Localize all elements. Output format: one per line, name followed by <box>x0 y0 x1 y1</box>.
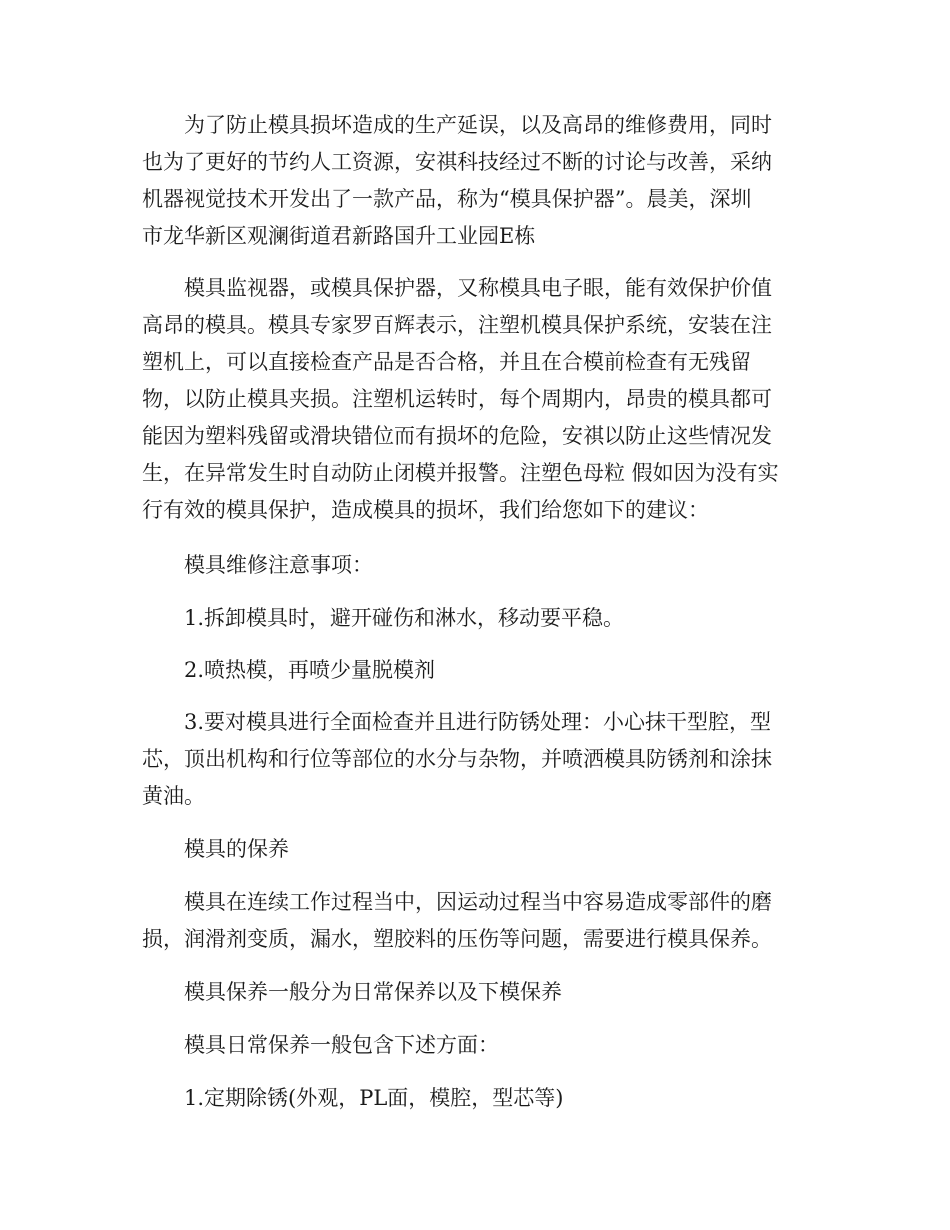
text-line: 模具监视器，或模具保护器，又称模具电子眼，能有效保护价值 <box>142 276 772 300</box>
text-line: 生，在异常发生时自动防止闭模并报警。注塑色母粒 假如因为没有实 <box>142 461 779 485</box>
text-line: 物，以防止模具夹损。注塑机运转时，每个周期内，昂贵的模具都可 <box>142 387 772 411</box>
text-line: 模具在连续工作过程当中，因运动过程当中容易造成零部件的磨 <box>142 890 772 914</box>
text-line: 也为了更好的节约人工资源，安祺科技经过不断的讨论与改善，采纳 <box>142 150 772 174</box>
text-line: 模具保养一般分为日常保养以及下模保养 <box>142 980 562 1004</box>
text-line: 1.拆卸模具时，避开碰伤和淋水，移动要平稳。 <box>142 606 625 630</box>
text-line: 行有效的模具保护，造成模具的损坏，我们给您如下的建议： <box>142 498 709 522</box>
text-line: 市龙华新区观澜街道君新路国升工业园E栋 <box>142 224 536 248</box>
text-line: 1.定期除锈(外观，PL面，模腔，型芯等) <box>142 1086 564 1110</box>
text-line: 黄油。 <box>142 784 205 808</box>
text-line: 高昂的模具。模具专家罗百辉表示，注塑机模具保护系统，安装在注 <box>142 313 772 337</box>
text-line: 2.喷热模，再喷少量脱模剂 <box>142 658 436 682</box>
text-line: 为了防止模具损坏造成的生产延误，以及高昂的维修费用，同时 <box>142 113 772 137</box>
text-line: 芯，顶出机构和行位等部位的水分与杂物，并喷洒模具防锈剂和涂抹 <box>142 747 772 771</box>
text-line: 塑机上，可以直接检查产品是否合格，并且在合模前检查有无残留 <box>142 350 751 374</box>
text-line: 损，润滑剂变质，漏水，塑胶料的压伤等问题，需要进行模具保养。 <box>142 927 772 951</box>
text-line: 模具日常保养一般包含下述方面： <box>142 1033 499 1057</box>
section-heading: 模具维修注意事项： <box>142 553 373 577</box>
text-line: 3.要对模具进行全面检查并且进行防锈处理：小心抹干型腔，型 <box>142 710 772 734</box>
text-line: 能因为塑料残留或滑块错位而有损坏的危险，安祺以防止这些情况发 <box>142 424 772 448</box>
text-line: 机器视觉技术开发出了一款产品，称为“模具保护器”。晨美，深圳 <box>142 187 752 211</box>
section-heading: 模具的保养 <box>142 837 289 861</box>
